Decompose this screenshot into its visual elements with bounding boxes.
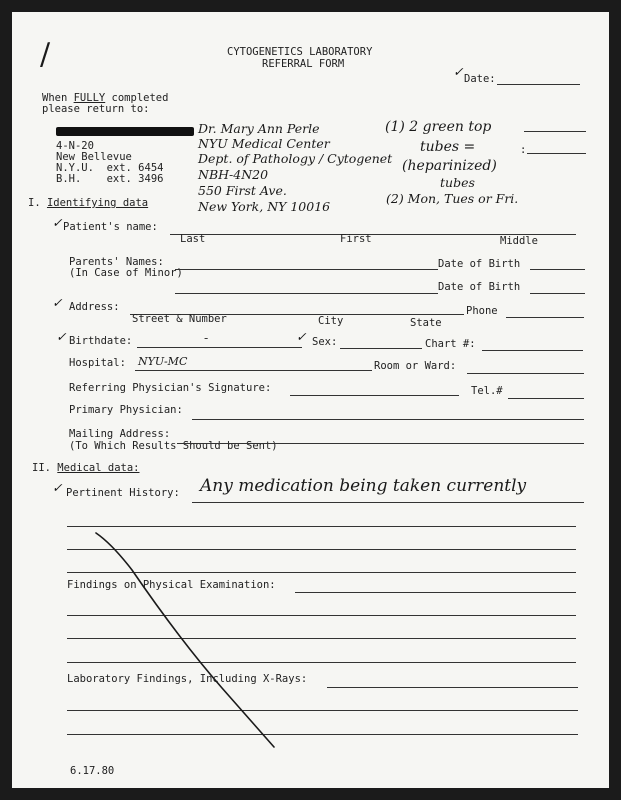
col-first-label: First [340,233,372,245]
dob-label-2: Date of Birth [438,281,521,293]
col-last-label: Last [180,233,206,245]
sex-label: Sex: [312,336,338,348]
colon-mark: : [520,144,527,156]
hw-return-org: NYU Medical Center [198,136,330,151]
parents-label: Parents' Names: [69,256,164,268]
form-title: CYTOGENETICS LABORATORY [227,46,373,58]
return-instruction-line1: When FULLY completed [42,92,169,104]
hw-note1-c: (heparinized) [402,158,497,174]
sex-check-icon: ✓ [296,329,307,344]
physical-exam-label: Findings on Physical Examination: [67,579,276,591]
hw-return-city: New York, NY 10016 [198,199,331,214]
patient-name-label: Patient's name: [63,221,158,233]
state-sublabel: State [410,317,442,329]
corner-mark: / [40,37,51,72]
date-label: Date: [464,73,496,85]
patient-check-icon: ✓ [52,215,63,230]
birthdate-label: Birthdate: [69,335,133,347]
street-sublabel: Street & Number [132,313,227,325]
return-instruction-line2: please return to: [42,103,150,115]
city-sublabel: City [318,315,344,327]
hospital-label: Hospital: [69,357,126,369]
address-label: Address: [69,301,120,313]
birthdate-check-icon: ✓ [56,329,67,344]
pertinent-history-label: Pertinent History: [66,487,180,499]
hw-note1-b: tubes = [420,139,476,155]
section2-heading: II. Medical data: [32,462,140,474]
address-room: 4-N-20 [56,140,94,152]
hw-note1-d: tubes [440,175,475,190]
date-check-icon: ✓ [453,64,464,79]
phone-label: Phone [466,305,498,317]
hospital-value: NYU-MC [138,355,188,368]
chart-label: Chart #: [425,338,476,350]
address-bh-ext: B.H. ext. 3496 [56,173,164,185]
form-revision-date: 6.17.80 [70,765,115,777]
pertinent-history-value: Any medication being taken currently [200,476,527,496]
room-ward-label: Room or Ward: [374,360,457,372]
hw-note2: (2) Mon, Tues or Fri. [386,191,519,206]
referral-form-page [12,12,609,788]
lab-findings-label: Laboratory Findings, Including X-Rays: [67,673,308,685]
tel-label: Tel.# [471,385,503,397]
dob-label-1: Date of Birth [438,258,521,270]
form-subtitle: REFERRAL FORM [262,58,345,70]
address-check-icon: ✓ [52,295,63,310]
parents-sublabel: (In Case of Minor) [69,267,183,279]
section1-heading: I. Identifying data [28,197,149,209]
hw-return-dept: Dept. of Pathology / Cytogenet [198,151,393,166]
history-check-icon: ✓ [52,480,63,495]
col-middle-label: Middle [500,235,538,247]
hw-return-street: 550 First Ave. [198,183,287,198]
mailing-address-sublabel: (To Which Results Should be Sent) [69,440,278,452]
birthdate-value: - [204,330,209,345]
hw-return-room: NBH-4N20 [198,167,269,182]
referring-signature-label: Referring Physician's Signature: [69,382,272,394]
hw-note1-a: (1) 2 green top [385,119,492,135]
hw-return-name: Dr. Mary Ann Perle [198,121,320,136]
handwritten-strike-line [12,12,609,788]
mailing-address-label: Mailing Address: [69,428,171,440]
address-building: New Bellevue [56,151,132,163]
address-nyu-ext: N.Y.U. ext. 6454 [56,162,164,174]
primary-physician-label: Primary Physician: [69,404,183,416]
